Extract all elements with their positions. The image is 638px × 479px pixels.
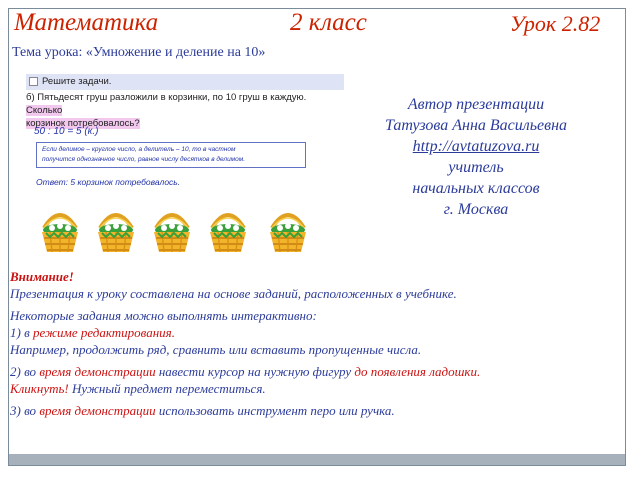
item1-prefix: 1) в (10, 325, 33, 340)
subject-title: Математика (14, 9, 159, 36)
basket-icon[interactable] (150, 206, 194, 254)
slide-bottom-bar (9, 454, 625, 465)
lesson-number: Урок 2.82 (510, 11, 601, 36)
basket-icon[interactable] (266, 206, 310, 254)
task-equation: 50 : 10 = 5 (к.) (34, 126, 99, 137)
author-block (356, 94, 596, 220)
attention-label: Внимание! (10, 269, 74, 284)
item2-middle: навести курсор на нужную фигуру (155, 364, 355, 379)
notes-block (10, 268, 620, 419)
task-rule-box (36, 142, 306, 168)
task-problem-text: б) Пятьдесят груш разложили в корзинки, по 10 груш в каждую. (26, 92, 307, 103)
author-heading: Автор презентации (407, 96, 545, 113)
task-heading: Решите задачи. (42, 76, 112, 87)
item1-mode: режиме редактирования. (32, 325, 175, 340)
task-header (26, 74, 344, 90)
task-rule-line2: получится однозначное число, равное числу десятков в делимом. (42, 156, 246, 163)
notes-item-2-action (10, 380, 620, 397)
basket-icon[interactable] (38, 206, 82, 254)
author-city: г. Москва (443, 201, 509, 218)
task-question-part2: корзинок потребовалось? (26, 118, 140, 129)
task-answer: Ответ: 5 корзинок потребовалось. (36, 177, 181, 187)
item3-end: использовать инструмент перо или ручка. (155, 403, 395, 418)
grade-title: 2 класс (290, 9, 367, 36)
checkbox-icon (29, 77, 38, 86)
basket-row (38, 206, 348, 254)
basket-icon[interactable] (94, 206, 138, 254)
task-image (26, 74, 346, 254)
author-link[interactable]: http://avtatuzova.ru (412, 138, 540, 155)
notes-interactive: Некоторые задания можно выполнять интерактивно: (10, 308, 317, 323)
task-rule-line1: Если делимое – круглое число, а делитель – 10, то в частном (42, 146, 236, 153)
author-name: Татузова Анна Васильевна (385, 117, 567, 134)
item2-condition: до появления ладошки. (354, 364, 481, 379)
author-role-1: учитель (448, 159, 504, 176)
item2-mode: время демонстрации (39, 364, 156, 379)
item3-prefix: 3) во (10, 403, 40, 418)
notes-item-1-example: Например, продолжить ряд, сравнить или вставить пропущенные числа. (10, 342, 422, 357)
item2-click: Кликнуть! (10, 381, 69, 396)
item2-end: Нужный предмет переместиться. (68, 381, 266, 396)
lesson-topic: Тема урока: «Умножение и деление на 10» (12, 45, 266, 60)
notes-item-2 (10, 363, 620, 380)
task-problem (26, 91, 344, 129)
notes-item-1 (10, 324, 620, 341)
item3-mode: время демонстрации (39, 403, 156, 418)
basket-icon[interactable] (206, 206, 250, 254)
task-question-part1: Сколько (26, 105, 63, 116)
author-role-2: начальных классов (412, 180, 540, 197)
item2-prefix: 2) во (10, 364, 40, 379)
notes-intro: Презентация к уроку составлена на основе заданий, расположенных в учебнике. (10, 286, 457, 301)
notes-item-3 (10, 402, 620, 419)
